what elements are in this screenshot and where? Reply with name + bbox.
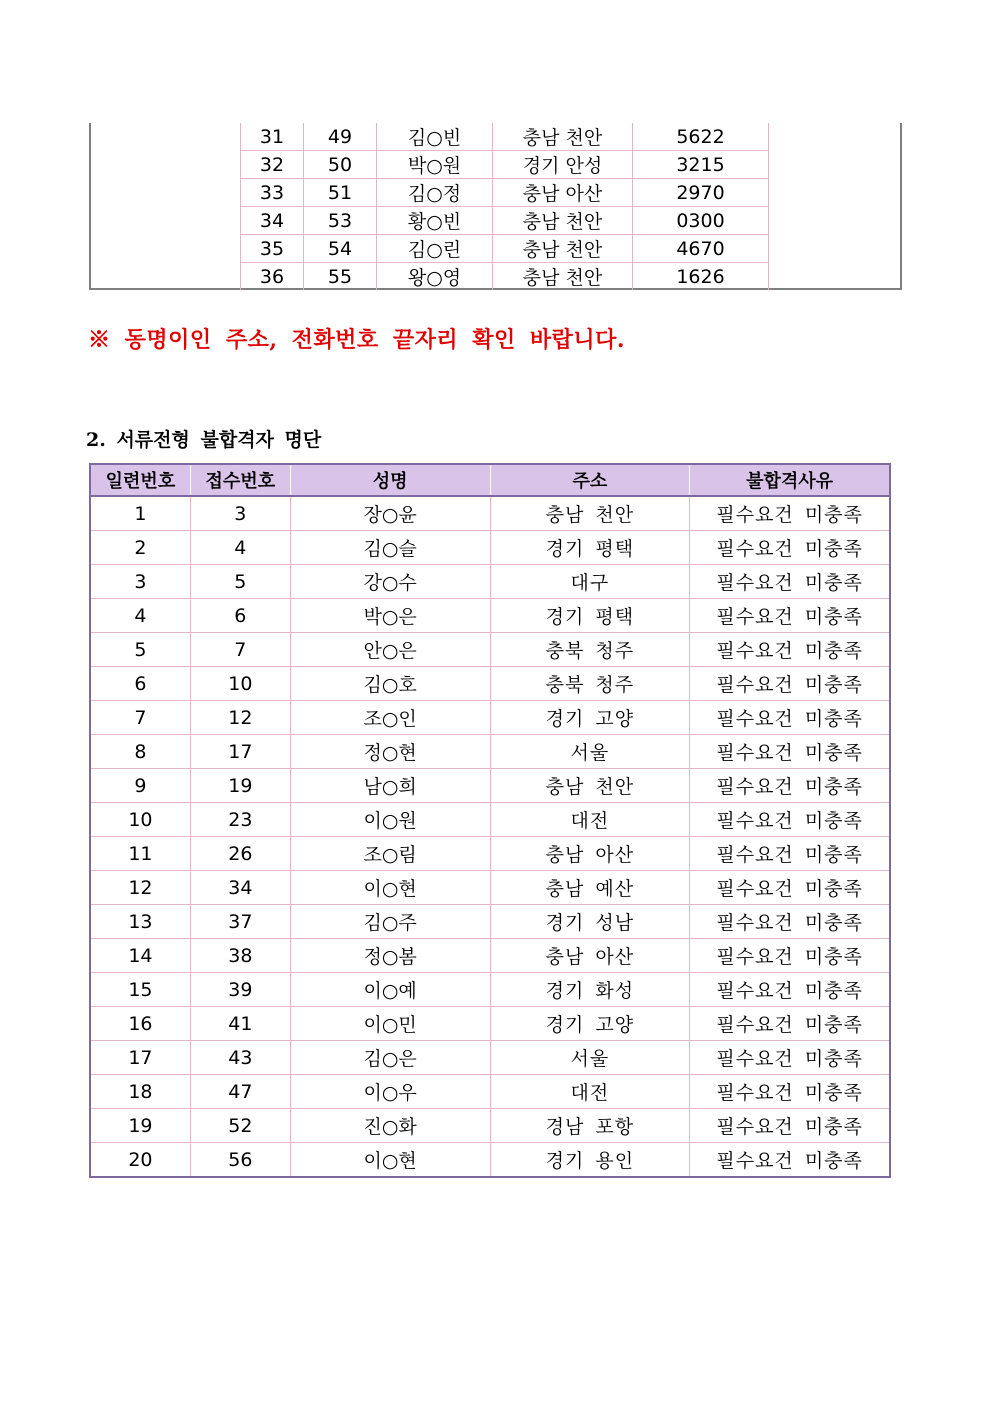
cell-serial-no: 16 <box>90 1007 190 1041</box>
cell-serial-no: 35 <box>241 235 304 263</box>
cell-serial-no: 31 <box>241 123 304 151</box>
cell-serial-no: 3 <box>90 565 190 599</box>
cell-name: 김○슬 <box>290 531 490 565</box>
cell-name: 조○인 <box>290 701 490 735</box>
cell-serial-no: 18 <box>90 1075 190 1109</box>
table-row <box>241 207 769 235</box>
cell-address: 경기 고양 <box>490 701 690 735</box>
cell-name: 왕○영 <box>377 263 493 291</box>
table-row <box>90 599 890 633</box>
cell-registration-no: 56 <box>190 1143 290 1178</box>
cell-rejection-reason: 필수요건 미충족 <box>690 973 890 1007</box>
cell-rejection-reason: 필수요건 미충족 <box>690 667 890 701</box>
cell-registration-no: 47 <box>190 1075 290 1109</box>
table-row <box>90 1075 890 1109</box>
cell-address: 충남 천안 <box>493 235 633 263</box>
cell-serial-no: 7 <box>90 701 190 735</box>
cell-name: 박○은 <box>290 599 490 633</box>
cell-serial-no: 6 <box>90 667 190 701</box>
table-row <box>90 1041 890 1075</box>
cell-phone-last-digits: 1626 <box>633 263 769 291</box>
applicant-table-continuation <box>89 123 902 290</box>
cell-address: 경기 화성 <box>490 973 690 1007</box>
table-row <box>241 235 769 263</box>
cell-registration-no: 55 <box>304 263 377 291</box>
table-row <box>241 263 769 291</box>
cell-name: 김○은 <box>290 1041 490 1075</box>
cell-address: 충남 예산 <box>490 871 690 905</box>
table-row <box>241 179 769 207</box>
cell-rejection-reason: 필수요건 미충족 <box>690 1075 890 1109</box>
table-row <box>90 803 890 837</box>
cell-registration-no: 41 <box>190 1007 290 1041</box>
cell-serial-no: 13 <box>90 905 190 939</box>
cell-serial-no: 32 <box>241 151 304 179</box>
table-row <box>241 123 769 151</box>
cell-address: 대구 <box>490 565 690 599</box>
cell-address: 충남 아산 <box>490 837 690 871</box>
cell-rejection-reason: 필수요건 미충족 <box>690 1109 890 1143</box>
cell-address: 충남 천안 <box>493 207 633 235</box>
cell-address: 충북 청주 <box>490 667 690 701</box>
cell-registration-no: 12 <box>190 701 290 735</box>
cell-serial-no: 8 <box>90 735 190 769</box>
cell-registration-no: 34 <box>190 871 290 905</box>
cell-rejection-reason: 필수요건 미충족 <box>690 565 890 599</box>
cell-name: 이○현 <box>290 1143 490 1178</box>
table-row <box>241 151 769 179</box>
cell-registration-no: 3 <box>190 496 290 531</box>
cell-registration-no: 10 <box>190 667 290 701</box>
cell-address: 경남 포항 <box>490 1109 690 1143</box>
cell-name: 정○현 <box>290 735 490 769</box>
cell-name: 남○희 <box>290 769 490 803</box>
cell-address: 경기 평택 <box>490 599 690 633</box>
table-header-row <box>90 464 890 496</box>
cell-serial-no: 2 <box>90 531 190 565</box>
applicant-table-inner <box>240 123 769 290</box>
table-row <box>90 735 890 769</box>
cell-address: 경기 고양 <box>490 1007 690 1041</box>
cell-serial-no: 1 <box>90 496 190 531</box>
table-row <box>90 1007 890 1041</box>
cell-registration-no: 26 <box>190 837 290 871</box>
cell-name: 김○빈 <box>377 123 493 151</box>
cell-rejection-reason: 필수요건 미충족 <box>690 1041 890 1075</box>
cell-name: 안○은 <box>290 633 490 667</box>
cell-rejection-reason: 필수요건 미충족 <box>690 599 890 633</box>
cell-address: 충남 아산 <box>493 179 633 207</box>
cell-registration-no: 53 <box>304 207 377 235</box>
cell-rejection-reason: 필수요건 미충족 <box>690 531 890 565</box>
cell-registration-no: 7 <box>190 633 290 667</box>
cell-registration-no: 19 <box>190 769 290 803</box>
cell-serial-no: 33 <box>241 179 304 207</box>
table-row <box>90 973 890 1007</box>
cell-address: 대전 <box>490 1075 690 1109</box>
cell-name: 조○림 <box>290 837 490 871</box>
cell-address: 충남 천안 <box>493 263 633 291</box>
table-row <box>90 667 890 701</box>
cell-name: 이○예 <box>290 973 490 1007</box>
cell-name: 강○수 <box>290 565 490 599</box>
cell-serial-no: 36 <box>241 263 304 291</box>
cell-serial-no: 20 <box>90 1143 190 1178</box>
cell-registration-no: 54 <box>304 235 377 263</box>
cell-registration-no: 5 <box>190 565 290 599</box>
cell-rejection-reason: 필수요건 미충족 <box>690 769 890 803</box>
cell-serial-no: 4 <box>90 599 190 633</box>
table-row <box>90 496 890 531</box>
cell-name: 김○호 <box>290 667 490 701</box>
cell-registration-no: 51 <box>304 179 377 207</box>
cell-serial-no: 5 <box>90 633 190 667</box>
cell-serial-no: 17 <box>90 1041 190 1075</box>
cell-name: 정○봄 <box>290 939 490 973</box>
cell-address: 충북 청주 <box>490 633 690 667</box>
cell-name: 이○민 <box>290 1007 490 1041</box>
section-title: 2. 서류전형 불합격자 명단 <box>86 429 322 451</box>
cell-phone-last-digits: 2970 <box>633 179 769 207</box>
cell-registration-no: 17 <box>190 735 290 769</box>
table-row <box>90 939 890 973</box>
cell-name: 김○정 <box>377 179 493 207</box>
cell-rejection-reason: 필수요건 미충족 <box>690 905 890 939</box>
cell-name: 김○린 <box>377 235 493 263</box>
table-row <box>90 769 890 803</box>
cell-serial-no: 34 <box>241 207 304 235</box>
cell-serial-no: 11 <box>90 837 190 871</box>
cell-registration-no: 37 <box>190 905 290 939</box>
cell-rejection-reason: 필수요건 미충족 <box>690 803 890 837</box>
cell-address: 서울 <box>490 735 690 769</box>
table-row <box>90 531 890 565</box>
header-registration-no: 접수번호 <box>190 464 290 496</box>
cell-registration-no: 4 <box>190 531 290 565</box>
cell-registration-no: 23 <box>190 803 290 837</box>
cell-serial-no: 15 <box>90 973 190 1007</box>
cell-rejection-reason: 필수요건 미충족 <box>690 939 890 973</box>
cell-rejection-reason: 필수요건 미충족 <box>690 1143 890 1178</box>
cell-rejection-reason: 필수요건 미충족 <box>690 701 890 735</box>
table-row <box>90 837 890 871</box>
cell-name: 이○원 <box>290 803 490 837</box>
cell-name: 장○윤 <box>290 496 490 531</box>
cell-address: 서울 <box>490 1041 690 1075</box>
table-row <box>90 633 890 667</box>
table-row <box>90 905 890 939</box>
cell-serial-no: 10 <box>90 803 190 837</box>
cell-address: 충남 천안 <box>493 123 633 151</box>
cell-name: 김○주 <box>290 905 490 939</box>
header-address: 주소 <box>490 464 690 496</box>
cell-phone-last-digits: 4670 <box>633 235 769 263</box>
cell-phone-last-digits: 5622 <box>633 123 769 151</box>
table-row <box>90 701 890 735</box>
cell-registration-no: 50 <box>304 151 377 179</box>
cell-rejection-reason: 필수요건 미충족 <box>690 1007 890 1041</box>
cell-rejection-reason: 필수요건 미충족 <box>690 871 890 905</box>
table-row <box>90 1143 890 1178</box>
cell-phone-last-digits: 3215 <box>633 151 769 179</box>
cell-serial-no: 12 <box>90 871 190 905</box>
table-row <box>90 871 890 905</box>
cell-address: 경기 용인 <box>490 1143 690 1178</box>
cell-serial-no: 19 <box>90 1109 190 1143</box>
header-serial-no: 일련번호 <box>90 464 190 496</box>
cell-name: 황○빈 <box>377 207 493 235</box>
cell-name: 이○우 <box>290 1075 490 1109</box>
cell-serial-no: 14 <box>90 939 190 973</box>
cell-name: 진○화 <box>290 1109 490 1143</box>
cell-rejection-reason: 필수요건 미충족 <box>690 633 890 667</box>
header-name: 성명 <box>290 464 490 496</box>
rejected-applicants-table <box>89 463 891 1178</box>
cell-registration-no: 39 <box>190 973 290 1007</box>
cell-name: 박○원 <box>377 151 493 179</box>
cell-registration-no: 6 <box>190 599 290 633</box>
cell-address: 경기 평택 <box>490 531 690 565</box>
cell-rejection-reason: 필수요건 미충족 <box>690 496 890 531</box>
cell-address: 경기 안성 <box>493 151 633 179</box>
header-rejection-reason: 불합격사유 <box>690 464 890 496</box>
cell-address: 대전 <box>490 803 690 837</box>
cell-rejection-reason: 필수요건 미충족 <box>690 837 890 871</box>
cell-phone-last-digits: 0300 <box>633 207 769 235</box>
cell-registration-no: 49 <box>304 123 377 151</box>
cell-address: 경기 성남 <box>490 905 690 939</box>
table-row <box>90 1109 890 1143</box>
cell-name: 이○현 <box>290 871 490 905</box>
cell-address: 충남 천안 <box>490 496 690 531</box>
cell-registration-no: 52 <box>190 1109 290 1143</box>
cell-serial-no: 9 <box>90 769 190 803</box>
table-row <box>90 565 890 599</box>
cell-address: 충남 아산 <box>490 939 690 973</box>
homonym-notice: ※ 동명이인 주소, 전화번호 끝자리 확인 바랍니다. <box>88 327 626 353</box>
cell-address: 충남 천안 <box>490 769 690 803</box>
cell-registration-no: 43 <box>190 1041 290 1075</box>
cell-registration-no: 38 <box>190 939 290 973</box>
cell-rejection-reason: 필수요건 미충족 <box>690 735 890 769</box>
